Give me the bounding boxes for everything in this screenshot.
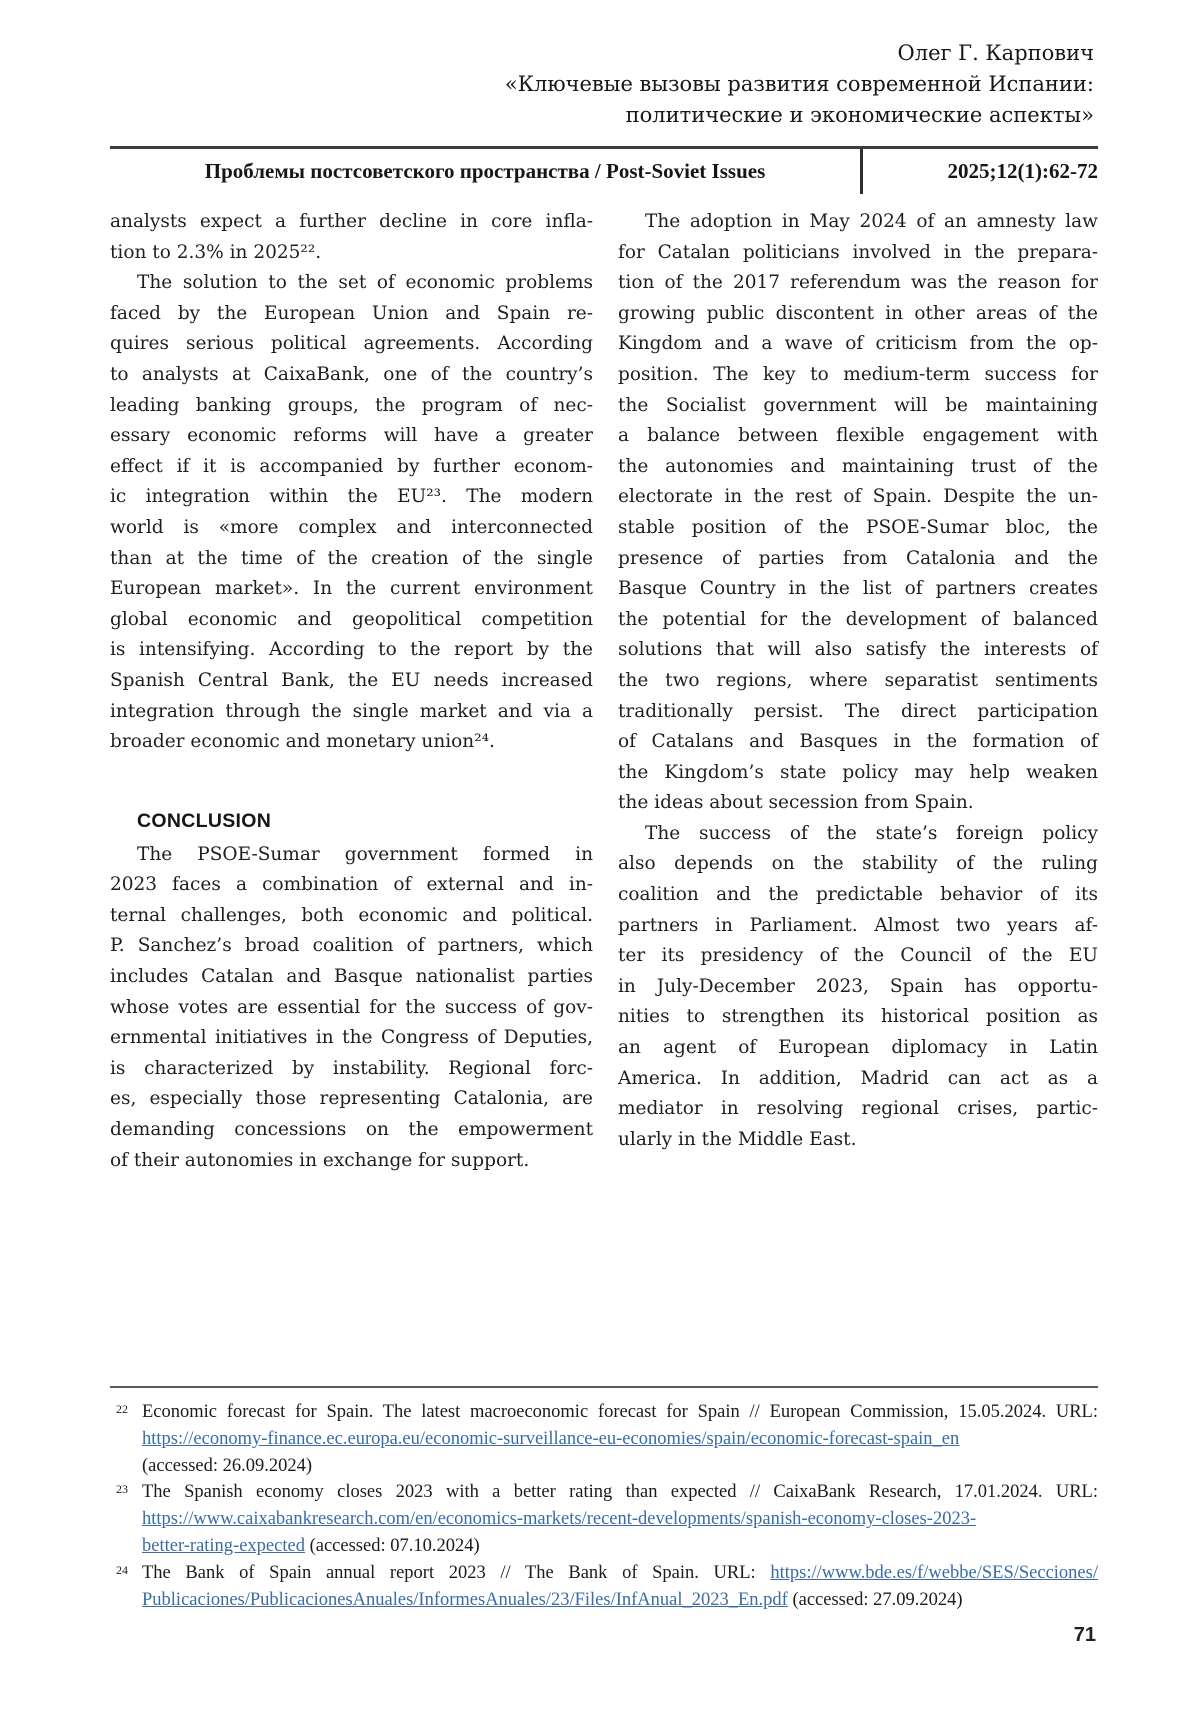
text-line: demanding concessions on the empowerment [110,1119,593,1141]
footnote-text: The Spanish economy closes 2023 with a better rating than expected // CaixaBank Research, 17.01.2024. URL: [142,1482,1098,1503]
paragraph [110,207,593,268]
footnote-text: (accessed: 27.09.2024) [787,1589,963,1610]
footnote-line [142,1399,1098,1426]
text-line: ernmental initiatives in the Congress of Deputies, [110,1027,593,1049]
text-line: ularly in the Middle East. [618,1128,857,1150]
text-line: of Catalans and Basques in the formation of [618,731,1098,753]
text-line: America. In addition, Madrid can act as a [618,1067,1098,1089]
footnote-text: Economic forecast for Spain. The latest macroeconomic forecast for Spain // European Commission, 15.05.2024. URL: [142,1402,1098,1422]
footnote-text: (accessed: 26.09.2024) [142,1455,313,1476]
text-line: P. Sanchez’s broad coalition of partners, which [110,935,593,957]
footnote-link[interactable]: Publicaciones/PublicacionesAnuales/InformesAnuales/23/Files/InfAnual_2023_En.pdf [142,1589,788,1610]
footnote-line [142,1560,1098,1587]
text-line: ter its presidency of the Council of the EU [618,945,1098,967]
text-line: quires serious political agreements. According [110,333,593,355]
text-line: growing public discontent in other areas of the [618,302,1098,324]
text-line: the potential for the development of balanced [618,608,1098,630]
text-line: leading banking groups, the program of nec- [110,394,593,416]
text-line: the two regions, where separatist sentiments [618,669,1098,691]
text-line: to analysts at CaixaBank, one of the country’s [110,363,593,385]
footnote-marker: 24 [116,1562,128,1577]
text-line: world is «more complex and interconnected [110,516,593,538]
paragraph [110,268,593,758]
text-line: includes Catalan and Basque nationalist parties [110,966,593,988]
text-line: coalition and the predictable behavior of its [618,884,1098,906]
text-line: than at the time of the creation of the single [110,547,593,569]
text-line: 2023 faces a combination of external and in- [110,874,593,896]
text-line: The adoption in May 2024 of an amnesty law [645,211,1098,232]
text-line: faced by the European Union and Spain re- [110,302,593,324]
footnote-line [142,1479,1098,1506]
text-line: Kingdom and a wave of criticism from the op- [618,333,1098,355]
paragraph [618,207,1098,819]
text-line: is characterized by instability. Regional forc- [110,1057,593,1079]
footnotes-section [110,1386,1098,1613]
text-line: Basque Country in the list of partners creates [618,578,1098,600]
text-line: ternal challenges, both economic and political. [110,904,593,926]
text-line: of their autonomies in exchange for support. [110,1149,530,1171]
text-line: position. The key to medium-term success for [618,363,1098,385]
text-line: effect if it is accompanied by further econom- [110,455,593,477]
text-line: is intensifying. According to the report by the [110,639,593,661]
footnote-text: (accessed: 07.10.2024) [304,1535,480,1556]
text-line: es, especially those representing Catalonia, are [110,1088,593,1110]
text-line: electorate in the rest of Spain. Despite the un- [618,486,1098,508]
text-line: nities to strengthen its historical position as [618,1006,1098,1028]
paragraph [618,819,1098,1156]
footnote [110,1399,1098,1479]
text-line: tion of the 2017 referendum was the reason for [618,272,1098,294]
text-line: broader economic and monetary union²⁴. [110,731,495,753]
article-column-right [618,207,1098,1176]
text-line: whose votes are essential for the success of gov- [110,996,593,1018]
text-line: European market». In the current environment [110,578,593,600]
text-line: The success of the state’s foreign policy [645,822,1098,844]
article-body [110,207,1098,1176]
text-line: solutions that will also satisfy the interests of [618,639,1098,661]
text-line: the Kingdom’s state policy may help weaken [618,761,1098,783]
text-line: partners in Parliament. Almost two years af- [618,914,1098,936]
footnote-line [142,1453,1098,1480]
text-line: tion to 2.3% in 2025²². [110,241,322,263]
text-line: for Catalan politicians involved in the prepara- [618,241,1098,263]
text-line: the Socialist government will be maintaining [618,394,1098,416]
footnote-link[interactable]: https://www.bde.es/f/webbe/SES/Secciones/ [770,1562,1098,1583]
text-line: presence of parties from Catalonia and the [618,547,1098,569]
journal-band [110,146,1098,194]
text-line: the ideas about secession from Spain. [618,792,974,814]
journal-issue: 2025;12(1):62-72 [947,159,1098,183]
text-line: mediator in resolving regional crises, partic- [618,1098,1098,1120]
footnote-link[interactable]: https://economy-finance.ec.europa.eu/economic-surveillance-eu-economies/spain/economic-forecast-spain_en [142,1428,960,1449]
article-title-line-1: «Ключевые вызовы развития современной Испании: [504,72,1094,96]
footnote-link[interactable]: better-rating-expected [142,1535,305,1556]
footnote-line [142,1533,1098,1560]
text-line: a balance between flexible engagement with [618,425,1098,447]
text-line: in July-December 2023, Spain has opportu- [618,975,1098,997]
text-line: The solution to the set of economic problems [137,272,593,294]
text-line: stable position of the PSOE-Sumar bloc, the [618,516,1098,538]
section-heading: CONCLUSION [137,809,272,832]
text-line: traditionally persist. The direct participation [618,700,1098,722]
text-line: integration through the single market and via a [110,700,593,722]
footnote-line [142,1426,1098,1453]
author-name: Олег Г. Карпович [897,41,1094,65]
footnote-line [142,1506,1098,1533]
page-content [110,0,1098,1176]
article-title-line-2: политические и экономические аспекты» [625,103,1094,127]
article-header [110,38,1098,131]
footnote-marker: 23 [116,1482,128,1497]
text-line: also depends on the stability of the ruling [618,853,1098,875]
text-line: The PSOE-Sumar government formed in [137,843,593,865]
footnote-line [142,1587,1098,1614]
footnote [110,1560,1098,1614]
footnote-link[interactable]: https://www.caixabankresearch.com/en/economics-markets/recent-developments/spanish-economy-closes-2023- [142,1509,977,1530]
footnote-text: The Bank of Spain annual report 2023 // The Bank of Spain. URL: [142,1562,771,1583]
text-line: essary economic reforms will have a greater [110,425,593,447]
text-line: the autonomies and maintaining trust of the [618,455,1098,477]
text-line: ic integration within the EU²³. The modern [110,486,593,508]
text-line: an agent of European diplomacy in Latin [618,1037,1098,1059]
page-number: 71 [1073,1624,1096,1646]
article-column-left [110,207,593,1176]
footnote [110,1479,1098,1559]
text-line: Spanish Central Bank, the EU needs increased [110,669,593,691]
journal-title: Проблемы постсоветского пространства / Post-Soviet Issues [204,159,766,183]
text-line: analysts expect a further decline in core infla- [110,211,593,232]
footnote-marker: 22 [116,1402,128,1416]
paragraph [110,840,593,1177]
text-line: global economic and geopolitical competition [110,608,593,630]
